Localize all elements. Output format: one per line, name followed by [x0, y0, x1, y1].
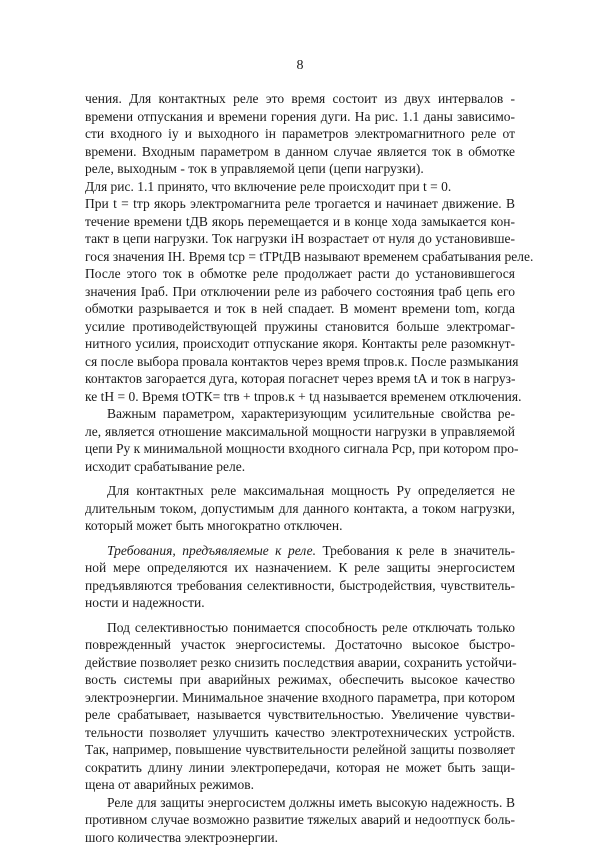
text-line: Под селективностью понимается способность реле отключать только — [107, 619, 515, 635]
text-line: ности и надежности. — [85, 595, 205, 610]
text-line: Реле для защиты энергосистем должны иметь высокую надежность. В — [107, 794, 515, 810]
text-line: реле, выходным - ток в управляемой цепи (цепи нагрузки). — [85, 161, 424, 176]
body-text — [85, 90, 534, 846]
text-line: противном случае возможно развитие тяжелых аварий и недоотпуск боль- — [85, 812, 515, 827]
text-line: ной мере определяются их назначением. К реле защиты энергосистем — [85, 560, 515, 575]
text-line: чения. Для контактных реле это время состоит из двух интервалов - — [85, 91, 515, 106]
text-line: ке tН = 0. Время tОТК= tтв + tпров.к + tд называется временем отключения. — [85, 388, 522, 404]
text-line: сократить длину линии электропередачи, которая не может быть защи- — [85, 759, 515, 775]
text-line: значения Iраб. При отключении реле из рабочего состояния tраб цепь его — [85, 283, 515, 299]
text-line: времени. Входным параметром в данном случае является ток в обмотке — [85, 143, 515, 159]
text-line: такт в цепи нагрузки. Ток нагрузки iН возрастает от нуля до установивше- — [85, 231, 515, 246]
text-line: сти входного iу и выходного iн параметров электромагнитного реле от — [85, 126, 515, 141]
text-line: После этого ток в обмотке реле продолжает расти до установившегося — [85, 266, 515, 281]
text-line: При t = tтр якорь электромагнита реле трогается и начинает движение. В — [85, 196, 515, 211]
text-line: Для рис. 1.1 принято, что включение реле происходит при t = 0. — [85, 178, 452, 194]
text-line: цепи Ру к минимальной мощности входного сигнала Рср, при котором про- — [85, 441, 519, 456]
text-line: который может быть многократно отключен. — [85, 518, 343, 533]
italic-heading: Требования, предъявляемые к реле. — [107, 542, 316, 558]
text-line: вость системы при аварийных режимах, обеспечить высокое качество — [85, 672, 515, 687]
text-line: обмотки разрывается и ток в ней спадает. В момент времени tom, когда — [85, 301, 515, 316]
text-line: усилие противодействующей пружины становится больше электромаг- — [85, 318, 515, 334]
text-line: течение времени tДВ якорь перемещается и в конце хода замыкается кон- — [85, 213, 515, 229]
text-line: щена от аварийных режимов. — [85, 777, 254, 792]
text-line: реле срабатывает, называется чувствительностью. Увеличение чувстви- — [85, 707, 515, 722]
text-line: поврежденный участок энергосистемы. Достаточно высокое быстро- — [85, 637, 515, 652]
text-line: Так, например, повышение чувствительности релейной защиты позволяет — [85, 742, 515, 757]
text-line: Важным параметром, характеризующим усилительные свойства ре- — [107, 406, 515, 421]
text-line: тельности позволяет улучшить качество электротехнических устройств. — [85, 724, 515, 740]
text-line: времени отпускания и времени горения дуги. На рис. 1.1 даны зависимо- — [85, 108, 515, 124]
text-line: Требования, предъявляемые к реле. Требования к реле в значитель- — [107, 542, 515, 558]
text-line: электроэнергии. Минимальное значение входного параметра, при котором — [85, 689, 515, 705]
text-line: ле, является отношение максимальной мощности нагрузки в управляемой — [85, 423, 515, 439]
text-line: нитного усилия, происходит отпускание якоря. Контакты реле разомкнут- — [85, 336, 515, 351]
text-line: Для контактных реле максимальная мощность Ру определяется не — [107, 483, 515, 498]
text-line: действие позволяет резко снизить последствия аварии, сохранить устойчи- — [85, 654, 517, 670]
text-line: ся после выбора провала контактов через время tпров.к. После размыкания — [85, 353, 519, 369]
text-line: исходит срабатывание реле. — [85, 458, 246, 474]
page-number: 8 — [296, 58, 304, 73]
text-line: шого количества электроэнергии. — [85, 829, 278, 845]
text-line: гося значения IН. Время tср = tТРtДВ называют временем срабатывания реле. — [85, 248, 534, 264]
text-line: предъявляются требования селективности, быстродействия, чувствитель- — [85, 577, 515, 593]
text-line: длительным током, допустимым для данного контакта, а током нагрузки, — [85, 500, 515, 516]
text-line: контактов загорается дуга, которая погаснет через время tА и ток в нагруз- — [85, 371, 516, 386]
